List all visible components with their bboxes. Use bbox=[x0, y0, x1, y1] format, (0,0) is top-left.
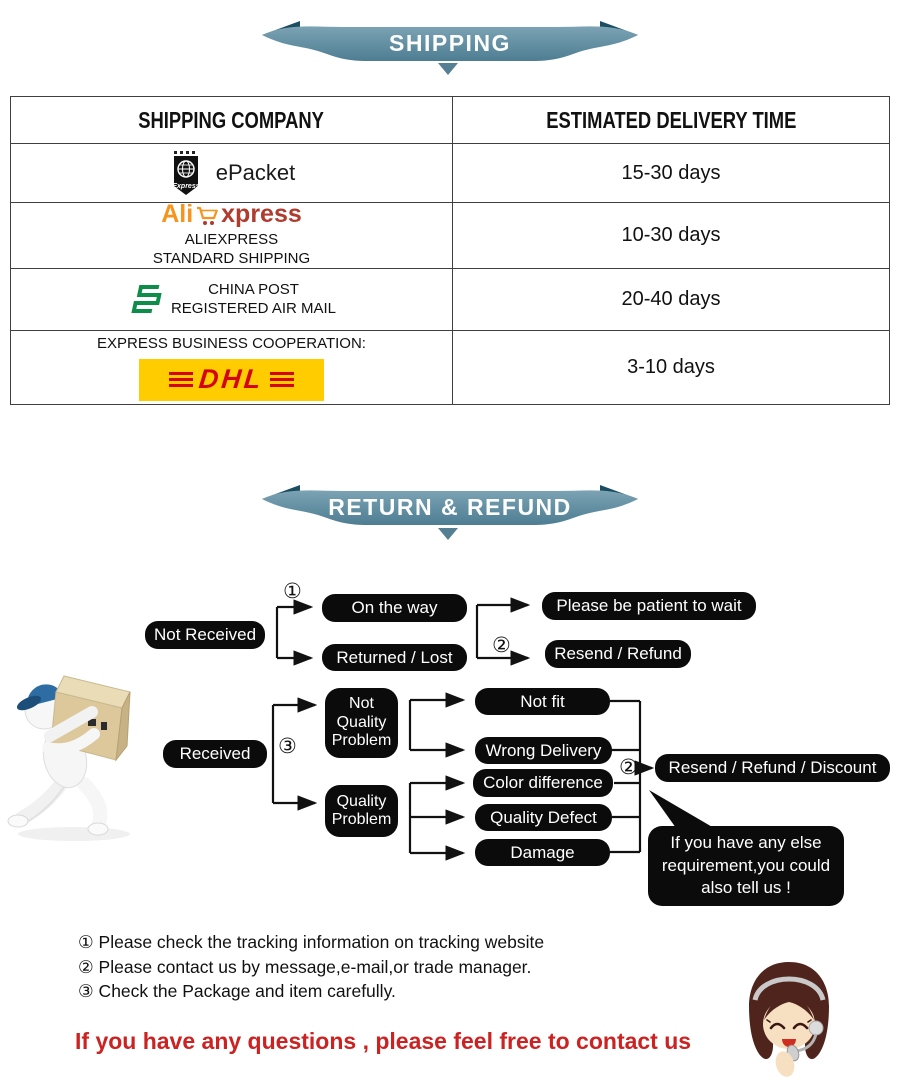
aliexpress-logo bbox=[161, 203, 302, 227]
speech-bubble: If you have any else requirement,you could also tell us ! bbox=[648, 826, 844, 906]
return-refund-banner-title: RETURN & REFUND bbox=[328, 493, 572, 520]
flow-node-wrong-delivery: Wrong Delivery bbox=[475, 737, 612, 764]
flow-node-not-fit: Not fit bbox=[475, 688, 610, 715]
epacket-time-cell bbox=[453, 144, 889, 203]
aliexpress-line2: STANDARD SHIPPING bbox=[152, 250, 311, 267]
express-cooperation-label: EXPRESS BUSINESS COOPERATION: bbox=[97, 334, 366, 352]
china-post-delivery-time: 20-40 days bbox=[621, 288, 721, 310]
shipping-company-header: SHIPPING COMPANY bbox=[138, 106, 325, 133]
step-marker-1: ① bbox=[283, 580, 302, 603]
epacket-logo bbox=[168, 150, 204, 196]
note-1: ① Please check the tracking information on tracking website bbox=[78, 932, 545, 952]
flow-node-not-quality-problem: Not Quality Problem bbox=[325, 688, 398, 758]
china-post-line2: REGISTERED AIR MAIL bbox=[170, 299, 337, 317]
contact-message: If you have any questions , please feel free to contact us bbox=[75, 1028, 692, 1054]
dhl-logo bbox=[139, 359, 324, 401]
flow-node-quality-defect: Quality Defect bbox=[475, 804, 612, 831]
flowchart-notes bbox=[78, 930, 544, 1004]
shopping-cart-icon bbox=[195, 204, 219, 227]
china-post-company-cell bbox=[11, 269, 453, 331]
shipping-banner-title: SHIPPING bbox=[389, 29, 511, 56]
flow-node-resend-refund-discount: Resend / Refund / Discount bbox=[655, 754, 890, 782]
china-post-line1: CHINA POST bbox=[208, 280, 299, 298]
note-2: ② Please contact us by message,e-mail,or trade manager. bbox=[78, 956, 532, 977]
epacket-company-cell bbox=[11, 144, 453, 203]
step-marker-2b: ② bbox=[619, 756, 638, 779]
flow-node-please-wait: Please be patient to wait bbox=[542, 592, 756, 620]
flow-node-quality-problem: Quality Problem bbox=[325, 785, 398, 837]
dhl-time-cell bbox=[453, 331, 889, 404]
epacket-logo-caption: Express bbox=[172, 183, 200, 190]
shipping-banner bbox=[260, 18, 640, 64]
customer-service-girl-illustration bbox=[743, 960, 835, 1078]
delivery-time-header: ESTIMATED DELIVERY TIME bbox=[545, 106, 797, 133]
flow-node-returned-lost: Returned / Lost bbox=[322, 644, 467, 671]
delivery-man-illustration bbox=[2, 648, 152, 848]
aliexpress-logo-ali: Ali bbox=[161, 203, 194, 229]
aliexpress-time-cell bbox=[453, 203, 889, 269]
dhl-stripes-left bbox=[169, 372, 193, 387]
flow-node-color-difference: Color difference bbox=[473, 769, 613, 797]
note-3: ③ Check the Package and item carefully. bbox=[78, 981, 396, 1001]
epacket-delivery-time: 15-30 days bbox=[621, 161, 721, 184]
dhl-delivery-time: 3-10 days bbox=[627, 356, 715, 378]
flow-node-resend-refund: Resend / Refund bbox=[545, 640, 691, 668]
dhl-stripes-right bbox=[270, 372, 294, 387]
down-arrow-icon bbox=[438, 528, 458, 540]
aliexpress-delivery-time: 10-30 days bbox=[621, 224, 721, 246]
return-refund-banner bbox=[260, 482, 640, 528]
dhl-logo-text: DHL bbox=[197, 364, 266, 394]
aliexpress-company-cell bbox=[11, 203, 453, 269]
step-marker-2: ② bbox=[492, 634, 511, 657]
dhl-company-cell bbox=[11, 331, 453, 404]
speech-bubble-tail bbox=[649, 790, 714, 828]
step-marker-3: ③ bbox=[278, 735, 297, 758]
aliexpress-logo-xpress: xpress bbox=[221, 203, 302, 229]
delivery-time-header-cell bbox=[453, 97, 889, 144]
china-post-time-cell bbox=[453, 269, 889, 331]
epacket-name: ePacket bbox=[215, 160, 296, 185]
china-post-logo bbox=[127, 282, 163, 318]
aliexpress-line1: ALIEXPRESS bbox=[184, 231, 279, 249]
flow-node-received: Received bbox=[163, 740, 267, 768]
shipping-table bbox=[10, 96, 890, 405]
flow-node-damage: Damage bbox=[475, 839, 610, 866]
flow-node-not-received: Not Received bbox=[145, 621, 265, 649]
flow-node-on-the-way: On the way bbox=[322, 594, 467, 622]
down-arrow-icon bbox=[438, 63, 458, 75]
shipping-company-header-cell bbox=[11, 97, 453, 144]
